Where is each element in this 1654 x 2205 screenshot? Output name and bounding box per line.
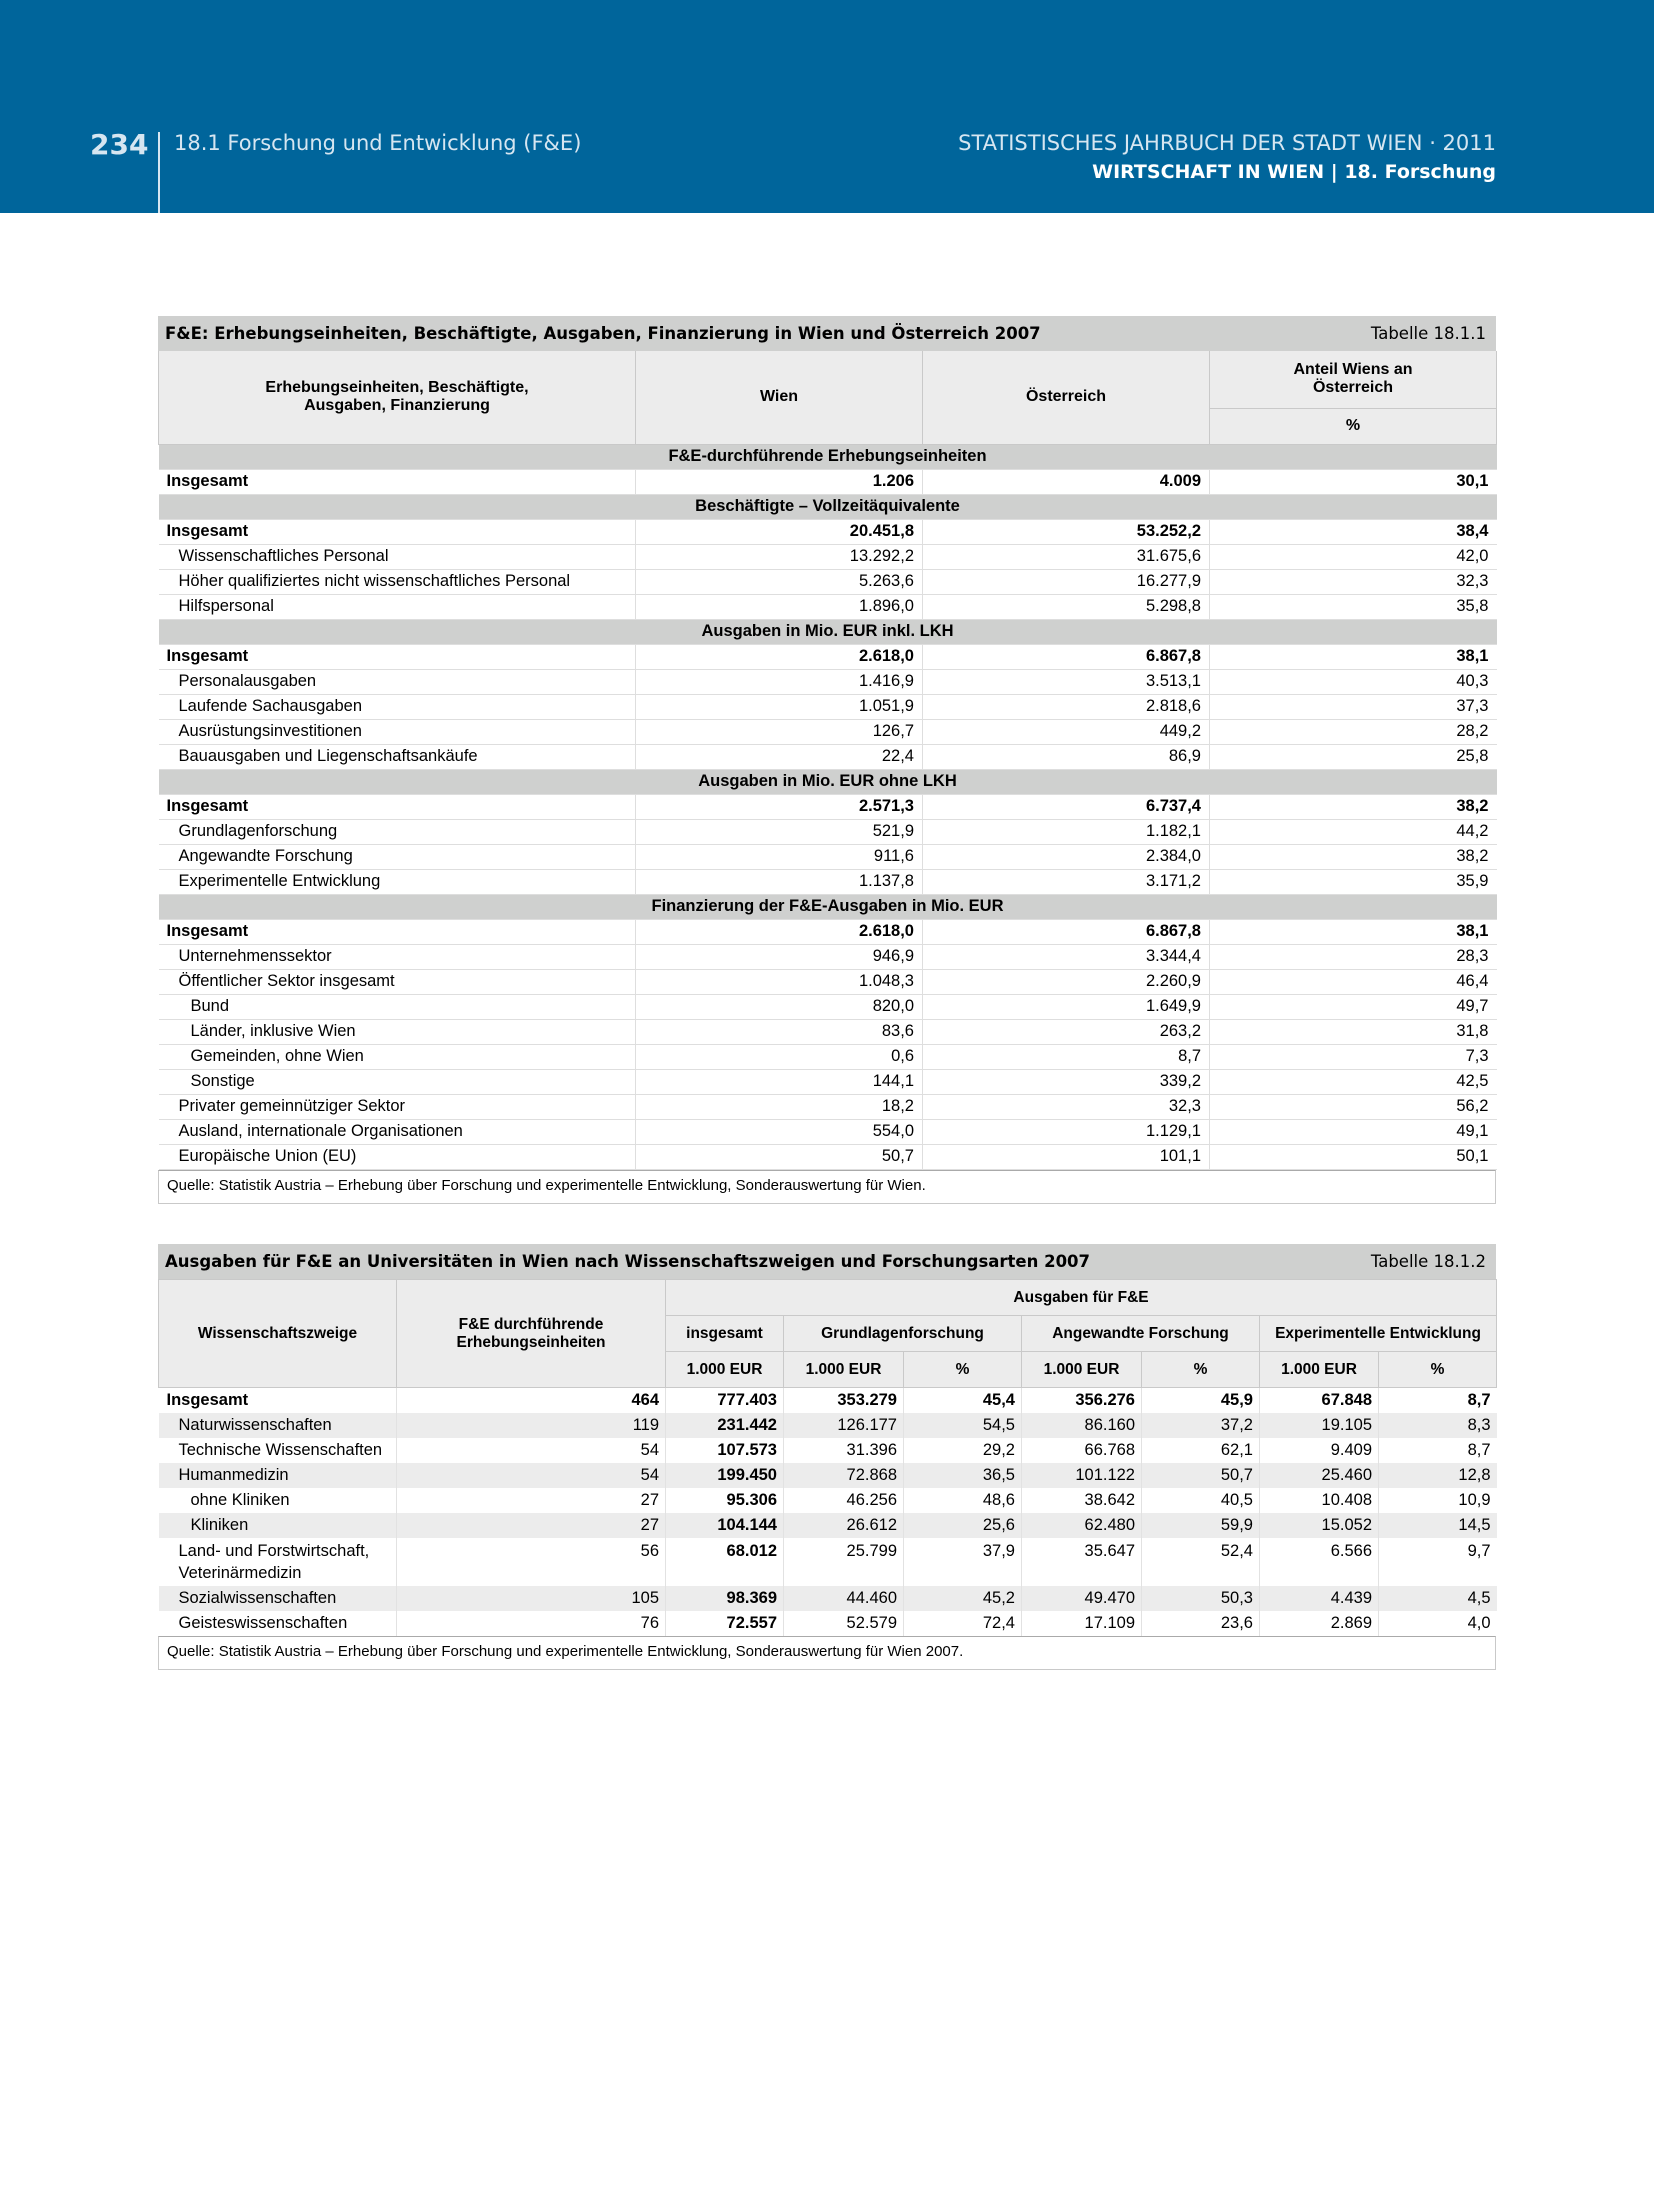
cell-experimentell-pct: 8,3 xyxy=(1379,1413,1497,1438)
cell-einheiten: 27 xyxy=(397,1513,666,1538)
row-label: Länder, inklusive Wien xyxy=(159,1019,636,1044)
cell-wien: 0,6 xyxy=(636,1044,923,1069)
table-row xyxy=(159,1019,1497,1044)
cell-anteil: 49,7 xyxy=(1210,994,1497,1019)
row-label: Laufende Sachausgaben xyxy=(159,694,636,719)
table-row xyxy=(159,1611,1497,1636)
total-row xyxy=(159,1388,1497,1414)
data-table xyxy=(158,351,1497,1170)
cell-oesterreich: 2.260,9 xyxy=(923,969,1210,994)
cell-wien: 2.618,0 xyxy=(636,919,923,944)
cell-grundlagen-eur: 25.799 xyxy=(784,1538,904,1586)
cell-angewandt-eur: 66.768 xyxy=(1022,1438,1142,1463)
table-18-1-1 xyxy=(158,316,1496,1204)
table-row xyxy=(159,819,1497,844)
cell-anteil: 37,3 xyxy=(1210,694,1497,719)
row-label: Humanmedizin xyxy=(159,1463,397,1488)
row-label: Technische Wissenschaften xyxy=(178,1441,383,1459)
cell-oesterreich: 1.129,1 xyxy=(923,1119,1210,1144)
cell-angewandt-eur: 17.109 xyxy=(1022,1611,1142,1636)
col-header-unit: % xyxy=(1210,408,1497,444)
row-label: Insgesamt xyxy=(159,919,636,944)
total-row xyxy=(159,644,1497,669)
table-row xyxy=(159,869,1497,894)
cell-wien: 5.263,6 xyxy=(636,569,923,594)
cell-anteil: 38,4 xyxy=(1210,519,1497,544)
section-label: Beschäftigte – Vollzeitäquivalente xyxy=(159,494,1497,519)
cell-oesterreich: 5.298,8 xyxy=(923,594,1210,619)
row-label: ohne Kliniken xyxy=(190,1491,290,1509)
cell-wien: 554,0 xyxy=(636,1119,923,1144)
cell-wien: 1.048,3 xyxy=(636,969,923,994)
cell-oesterreich: 6.867,8 xyxy=(923,919,1210,944)
cell-wien: 20.451,8 xyxy=(636,519,923,544)
cell-oesterreich: 263,2 xyxy=(923,1019,1210,1044)
cell-anteil: 38,1 xyxy=(1210,644,1497,669)
cell-angewandt-pct: 50,3 xyxy=(1142,1586,1260,1611)
table-18-1-2 xyxy=(158,1244,1496,1670)
cell-einheiten: 76 xyxy=(397,1611,666,1636)
cell-wien: 144,1 xyxy=(636,1069,923,1094)
section-title: 18.1 Forschung und Entwicklung (F&E) xyxy=(174,131,582,155)
cell-grundlagen-eur: 44.460 xyxy=(784,1586,904,1611)
row-label: Grundlagenforschung xyxy=(159,819,636,844)
cell-wien: 521,9 xyxy=(636,819,923,844)
table-caption xyxy=(158,1244,1496,1279)
section-label: F&E-durchführende Erhebungseinheiten xyxy=(159,444,1497,469)
cell-oesterreich: 86,9 xyxy=(923,744,1210,769)
cell-einheiten: 105 xyxy=(397,1586,666,1611)
yearbook-title: STATISTISCHES JAHRBUCH DER STADT WIEN · 2011 xyxy=(958,131,1496,155)
col-header-oesterreich: Österreich xyxy=(923,351,1210,444)
chapter-title: WIRTSCHAFT IN WIEN | 18. Forschung xyxy=(1092,161,1496,183)
col-header-angewandt: Angewandte Forschung xyxy=(1022,1316,1260,1352)
cell-grundlagen-pct: 29,2 xyxy=(904,1438,1022,1463)
cell-wien: 1.206 xyxy=(636,469,923,494)
cell-wien: 126,7 xyxy=(636,719,923,744)
row-label: Sonstige xyxy=(159,1069,636,1094)
table-row xyxy=(159,1413,1497,1438)
cell-grundlagen-eur: 72.868 xyxy=(784,1463,904,1488)
row-label: Wissenschaftliches Personal xyxy=(159,544,636,569)
cell-oesterreich: 16.277,9 xyxy=(923,569,1210,594)
cell-angewandt-pct: 62,1 xyxy=(1142,1438,1260,1463)
cell-experimentell-pct: 4,0 xyxy=(1379,1611,1497,1636)
table-row xyxy=(159,1119,1497,1144)
cell-oesterreich: 53.252,2 xyxy=(923,519,1210,544)
cell-wien: 13.292,2 xyxy=(636,544,923,569)
cell-wien: 22,4 xyxy=(636,744,923,769)
section-label: Ausgaben in Mio. EUR inkl. LKH xyxy=(159,619,1497,644)
section-row xyxy=(159,894,1497,919)
cell-anteil: 40,3 xyxy=(1210,669,1497,694)
cell-wien: 820,0 xyxy=(636,994,923,1019)
row-label: Ausrüstungsinvestitionen xyxy=(159,719,636,744)
cell-oesterreich: 4.009 xyxy=(923,469,1210,494)
row-label: Öffentlicher Sektor insgesamt xyxy=(159,969,636,994)
cell-anteil: 38,1 xyxy=(1210,919,1497,944)
cell-oesterreich: 339,2 xyxy=(923,1069,1210,1094)
section-label: Finanzierung der F&E-Ausgaben in Mio. EUR xyxy=(159,894,1497,919)
cell-grundlagen-eur: 52.579 xyxy=(784,1611,904,1636)
table-row xyxy=(159,944,1497,969)
cell-anteil: 28,2 xyxy=(1210,719,1497,744)
row-label: Insgesamt xyxy=(159,794,636,819)
cell-anteil: 30,1 xyxy=(1210,469,1497,494)
cell-insgesamt: 95.306 xyxy=(666,1488,784,1513)
cell-anteil: 46,4 xyxy=(1210,969,1497,994)
cell-oesterreich: 3.171,2 xyxy=(923,869,1210,894)
table-row xyxy=(159,669,1497,694)
table-row xyxy=(159,1488,1497,1513)
cell-angewandt-eur: 49.470 xyxy=(1022,1586,1142,1611)
row-label: Höher qualifiziertes nicht wissenschaftliches Personal xyxy=(159,569,636,594)
row-label: Land- und Forstwirtschaft, Veterinärmedizin xyxy=(178,1542,370,1582)
cell-angewandt-eur: 101.122 xyxy=(1022,1463,1142,1488)
section-row xyxy=(159,619,1497,644)
table-row xyxy=(159,544,1497,569)
col-header-einheiten: F&E durchführende Erhebungseinheiten xyxy=(397,1280,666,1388)
cell-wien: 946,9 xyxy=(636,944,923,969)
cell-angewandt-pct: 45,9 xyxy=(1142,1388,1260,1414)
table-number: Tabelle 18.1.1 xyxy=(1370,324,1486,343)
section-label: Ausgaben in Mio. EUR ohne LKH xyxy=(159,769,1497,794)
cell-angewandt-eur: 38.642 xyxy=(1022,1488,1142,1513)
cell-oesterreich: 31.675,6 xyxy=(923,544,1210,569)
row-label: Bauausgaben und Liegenschaftsankäufe xyxy=(159,744,636,769)
cell-oesterreich: 449,2 xyxy=(923,719,1210,744)
page-number: 234 xyxy=(90,128,149,161)
cell-angewandt-pct: 50,7 xyxy=(1142,1463,1260,1488)
unit-eur: 1.000 EUR xyxy=(1022,1352,1142,1388)
table-title: F&E: Erhebungseinheiten, Beschäftigte, Ausgaben, Finanzierung in Wien und Österreich 2007 xyxy=(165,324,1041,343)
page-header xyxy=(0,0,1654,213)
cell-insgesamt: 98.369 xyxy=(666,1586,784,1611)
cell-oesterreich: 101,1 xyxy=(923,1144,1210,1169)
unit-pct: % xyxy=(1379,1352,1497,1388)
cell-wien: 1.416,9 xyxy=(636,669,923,694)
table-title: Ausgaben für F&E an Universitäten in Wien nach Wissenschaftszweigen und Forschungsarten 2007 xyxy=(165,1252,1091,1271)
col-header-grundlagen: Grundlagenforschung xyxy=(784,1316,1022,1352)
cell-anteil: 25,8 xyxy=(1210,744,1497,769)
table-body xyxy=(159,444,1497,1169)
table-row xyxy=(159,744,1497,769)
cell-insgesamt: 231.442 xyxy=(666,1413,784,1438)
table-row xyxy=(159,1144,1497,1169)
cell-angewandt-pct: 52,4 xyxy=(1142,1538,1260,1586)
cell-angewandt-pct: 40,5 xyxy=(1142,1488,1260,1513)
table-row xyxy=(159,1538,1497,1586)
table-row xyxy=(159,569,1497,594)
cell-anteil: 56,2 xyxy=(1210,1094,1497,1119)
cell-anteil: 31,8 xyxy=(1210,1019,1497,1044)
cell-grundlagen-eur: 126.177 xyxy=(784,1413,904,1438)
table-row xyxy=(159,844,1497,869)
cell-anteil: 35,8 xyxy=(1210,594,1497,619)
cell-einheiten: 119 xyxy=(397,1413,666,1438)
cell-anteil: 38,2 xyxy=(1210,844,1497,869)
col-header-wien: Wien xyxy=(636,351,923,444)
col-header-insgesamt: insgesamt xyxy=(666,1316,784,1352)
cell-oesterreich: 2.818,6 xyxy=(923,694,1210,719)
cell-insgesamt: 199.450 xyxy=(666,1463,784,1488)
cell-grundlagen-pct: 45,4 xyxy=(904,1388,1022,1414)
unit-pct: % xyxy=(1142,1352,1260,1388)
table-row xyxy=(159,694,1497,719)
cell-oesterreich: 2.384,0 xyxy=(923,844,1210,869)
cell-angewandt-eur: 35.647 xyxy=(1022,1538,1142,1586)
cell-grundlagen-pct: 48,6 xyxy=(904,1488,1022,1513)
cell-oesterreich: 6.867,8 xyxy=(923,644,1210,669)
cell-experimentell-pct: 14,5 xyxy=(1379,1513,1497,1538)
cell-wien: 1.896,0 xyxy=(636,594,923,619)
cell-anteil: 28,3 xyxy=(1210,944,1497,969)
cell-experimentell-eur: 15.052 xyxy=(1260,1513,1379,1538)
cell-einheiten: 54 xyxy=(397,1463,666,1488)
cell-grundlagen-pct: 54,5 xyxy=(904,1413,1022,1438)
total-row xyxy=(159,919,1497,944)
cell-anteil: 50,1 xyxy=(1210,1144,1497,1169)
row-label: Unternehmenssektor xyxy=(159,944,636,969)
cell-experimentell-pct: 8,7 xyxy=(1379,1438,1497,1463)
row-label: Insgesamt xyxy=(159,469,636,494)
cell-insgesamt: 72.557 xyxy=(666,1611,784,1636)
cell-insgesamt: 68.012 xyxy=(666,1538,784,1586)
cell-anteil: 38,2 xyxy=(1210,794,1497,819)
table-row xyxy=(159,1094,1497,1119)
cell-oesterreich: 8,7 xyxy=(923,1044,1210,1069)
cell-experimentell-eur: 25.460 xyxy=(1260,1463,1379,1488)
cell-anteil: 49,1 xyxy=(1210,1119,1497,1144)
table-row xyxy=(159,1463,1497,1488)
row-label: Kliniken xyxy=(159,1513,397,1538)
cell-experimentell-eur: 10.408 xyxy=(1260,1488,1379,1513)
cell-anteil: 42,5 xyxy=(1210,1069,1497,1094)
table-number: Tabelle 18.1.2 xyxy=(1370,1252,1486,1271)
cell-grundlagen-pct: 25,6 xyxy=(904,1513,1022,1538)
row-label: Privater gemeinnütziger Sektor xyxy=(159,1094,636,1119)
cell-experimentell-pct: 12,8 xyxy=(1379,1463,1497,1488)
cell-experimentell-pct: 9,7 xyxy=(1379,1538,1497,1586)
table-row xyxy=(159,1513,1497,1538)
row-label: Hilfspersonal xyxy=(159,594,636,619)
cell-wien: 1.137,8 xyxy=(636,869,923,894)
table-source: Quelle: Statistik Austria – Erhebung über Forschung und experimentelle Entwicklung, Sonderauswertung für Wien 2007. xyxy=(158,1636,1496,1670)
total-row xyxy=(159,469,1497,494)
col-header-anteil: Anteil Wiens an Österreich xyxy=(1210,351,1497,408)
cell-angewandt-eur: 62.480 xyxy=(1022,1513,1142,1538)
cell-einheiten: 54 xyxy=(397,1438,666,1463)
row-label: Angewandte Forschung xyxy=(159,844,636,869)
cell-insgesamt: 107.573 xyxy=(666,1438,784,1463)
row-label: Ausland, internationale Organisationen xyxy=(159,1119,636,1144)
row-label: Geisteswissenschaften xyxy=(178,1614,348,1632)
total-row xyxy=(159,519,1497,544)
table-body xyxy=(159,1388,1497,1637)
cell-grundlagen-pct: 45,2 xyxy=(904,1586,1022,1611)
unit-pct: % xyxy=(904,1352,1022,1388)
row-label: Naturwissenschaften xyxy=(159,1413,397,1438)
cell-oesterreich: 1.182,1 xyxy=(923,819,1210,844)
cell-experimentell-eur: 67.848 xyxy=(1260,1388,1379,1414)
col-header-zweige: Wissenschaftszweige xyxy=(159,1280,397,1388)
cell-insgesamt: 777.403 xyxy=(666,1388,784,1414)
cell-angewandt-eur: 86.160 xyxy=(1022,1413,1142,1438)
cell-oesterreich: 6.737,4 xyxy=(923,794,1210,819)
cell-experimentell-pct: 8,7 xyxy=(1379,1388,1497,1414)
col-header-ausgaben: Ausgaben für F&E xyxy=(666,1280,1497,1316)
cell-anteil: 44,2 xyxy=(1210,819,1497,844)
cell-einheiten: 56 xyxy=(397,1538,666,1586)
cell-angewandt-pct: 37,2 xyxy=(1142,1413,1260,1438)
cell-wien: 50,7 xyxy=(636,1144,923,1169)
table-caption xyxy=(158,316,1496,351)
row-label: Europäische Union (EU) xyxy=(159,1144,636,1169)
cell-oesterreich: 3.513,1 xyxy=(923,669,1210,694)
cell-grundlagen-eur: 26.612 xyxy=(784,1513,904,1538)
cell-anteil: 7,3 xyxy=(1210,1044,1497,1069)
row-label: Personalausgaben xyxy=(159,669,636,694)
table-row xyxy=(159,969,1497,994)
unit-eur: 1.000 EUR xyxy=(1260,1352,1379,1388)
cell-insgesamt: 104.144 xyxy=(666,1513,784,1538)
row-label: Sozialwissenschaften xyxy=(159,1586,397,1611)
table-row xyxy=(159,1044,1497,1069)
cell-experimentell-eur: 4.439 xyxy=(1260,1586,1379,1611)
total-row xyxy=(159,794,1497,819)
row-label: Bund xyxy=(159,994,636,1019)
cell-experimentell-eur: 6.566 xyxy=(1260,1538,1379,1586)
cell-angewandt-pct: 59,9 xyxy=(1142,1513,1260,1538)
table-source: Quelle: Statistik Austria – Erhebung über Forschung und experimentelle Entwicklung, Sonderauswertung für Wien. xyxy=(158,1170,1496,1204)
table-row xyxy=(159,1069,1497,1094)
col-header-experimentell: Experimentelle Entwicklung xyxy=(1260,1316,1497,1352)
table-row xyxy=(159,719,1497,744)
cell-experimentell-eur: 19.105 xyxy=(1260,1413,1379,1438)
header-divider xyxy=(158,132,160,213)
cell-angewandt-eur: 356.276 xyxy=(1022,1388,1142,1414)
cell-grundlagen-pct: 37,9 xyxy=(904,1538,1022,1586)
cell-grundlagen-eur: 46.256 xyxy=(784,1488,904,1513)
cell-anteil: 32,3 xyxy=(1210,569,1497,594)
cell-wien: 83,6 xyxy=(636,1019,923,1044)
cell-angewandt-pct: 23,6 xyxy=(1142,1611,1260,1636)
cell-anteil: 42,0 xyxy=(1210,544,1497,569)
unit-eur: 1.000 EUR xyxy=(784,1352,904,1388)
table-row xyxy=(159,994,1497,1019)
row-label: Experimentelle Entwicklung xyxy=(159,869,636,894)
row-label: Insgesamt xyxy=(159,644,636,669)
cell-grundlagen-eur: 31.396 xyxy=(784,1438,904,1463)
table-row xyxy=(159,1586,1497,1611)
cell-experimentell-eur: 2.869 xyxy=(1260,1611,1379,1636)
cell-wien: 2.571,3 xyxy=(636,794,923,819)
cell-einheiten: 27 xyxy=(397,1488,666,1513)
cell-wien: 2.618,0 xyxy=(636,644,923,669)
cell-grundlagen-pct: 36,5 xyxy=(904,1463,1022,1488)
table-row xyxy=(159,594,1497,619)
table-row xyxy=(159,1438,1497,1463)
section-row xyxy=(159,494,1497,519)
cell-grundlagen-eur: 353.279 xyxy=(784,1388,904,1414)
cell-anteil: 35,9 xyxy=(1210,869,1497,894)
cell-grundlagen-pct: 72,4 xyxy=(904,1611,1022,1636)
data-table xyxy=(158,1279,1497,1636)
cell-wien: 1.051,9 xyxy=(636,694,923,719)
cell-experimentell-pct: 4,5 xyxy=(1379,1586,1497,1611)
row-label: Insgesamt xyxy=(159,519,636,544)
section-row xyxy=(159,769,1497,794)
cell-experimentell-pct: 10,9 xyxy=(1379,1488,1497,1513)
row-label: Gemeinden, ohne Wien xyxy=(159,1044,636,1069)
cell-einheiten: 464 xyxy=(397,1388,666,1414)
unit-eur: 1.000 EUR xyxy=(666,1352,784,1388)
section-row xyxy=(159,444,1497,469)
cell-experimentell-eur: 9.409 xyxy=(1260,1438,1379,1463)
cell-oesterreich: 1.649,9 xyxy=(923,994,1210,1019)
cell-oesterreich: 32,3 xyxy=(923,1094,1210,1119)
cell-wien: 911,6 xyxy=(636,844,923,869)
col-header-label: Erhebungseinheiten, Beschäftigte, Ausgaben, Finanzierung xyxy=(159,351,636,444)
cell-wien: 18,2 xyxy=(636,1094,923,1119)
cell-oesterreich: 3.344,4 xyxy=(923,944,1210,969)
row-label: Insgesamt xyxy=(166,1391,249,1409)
